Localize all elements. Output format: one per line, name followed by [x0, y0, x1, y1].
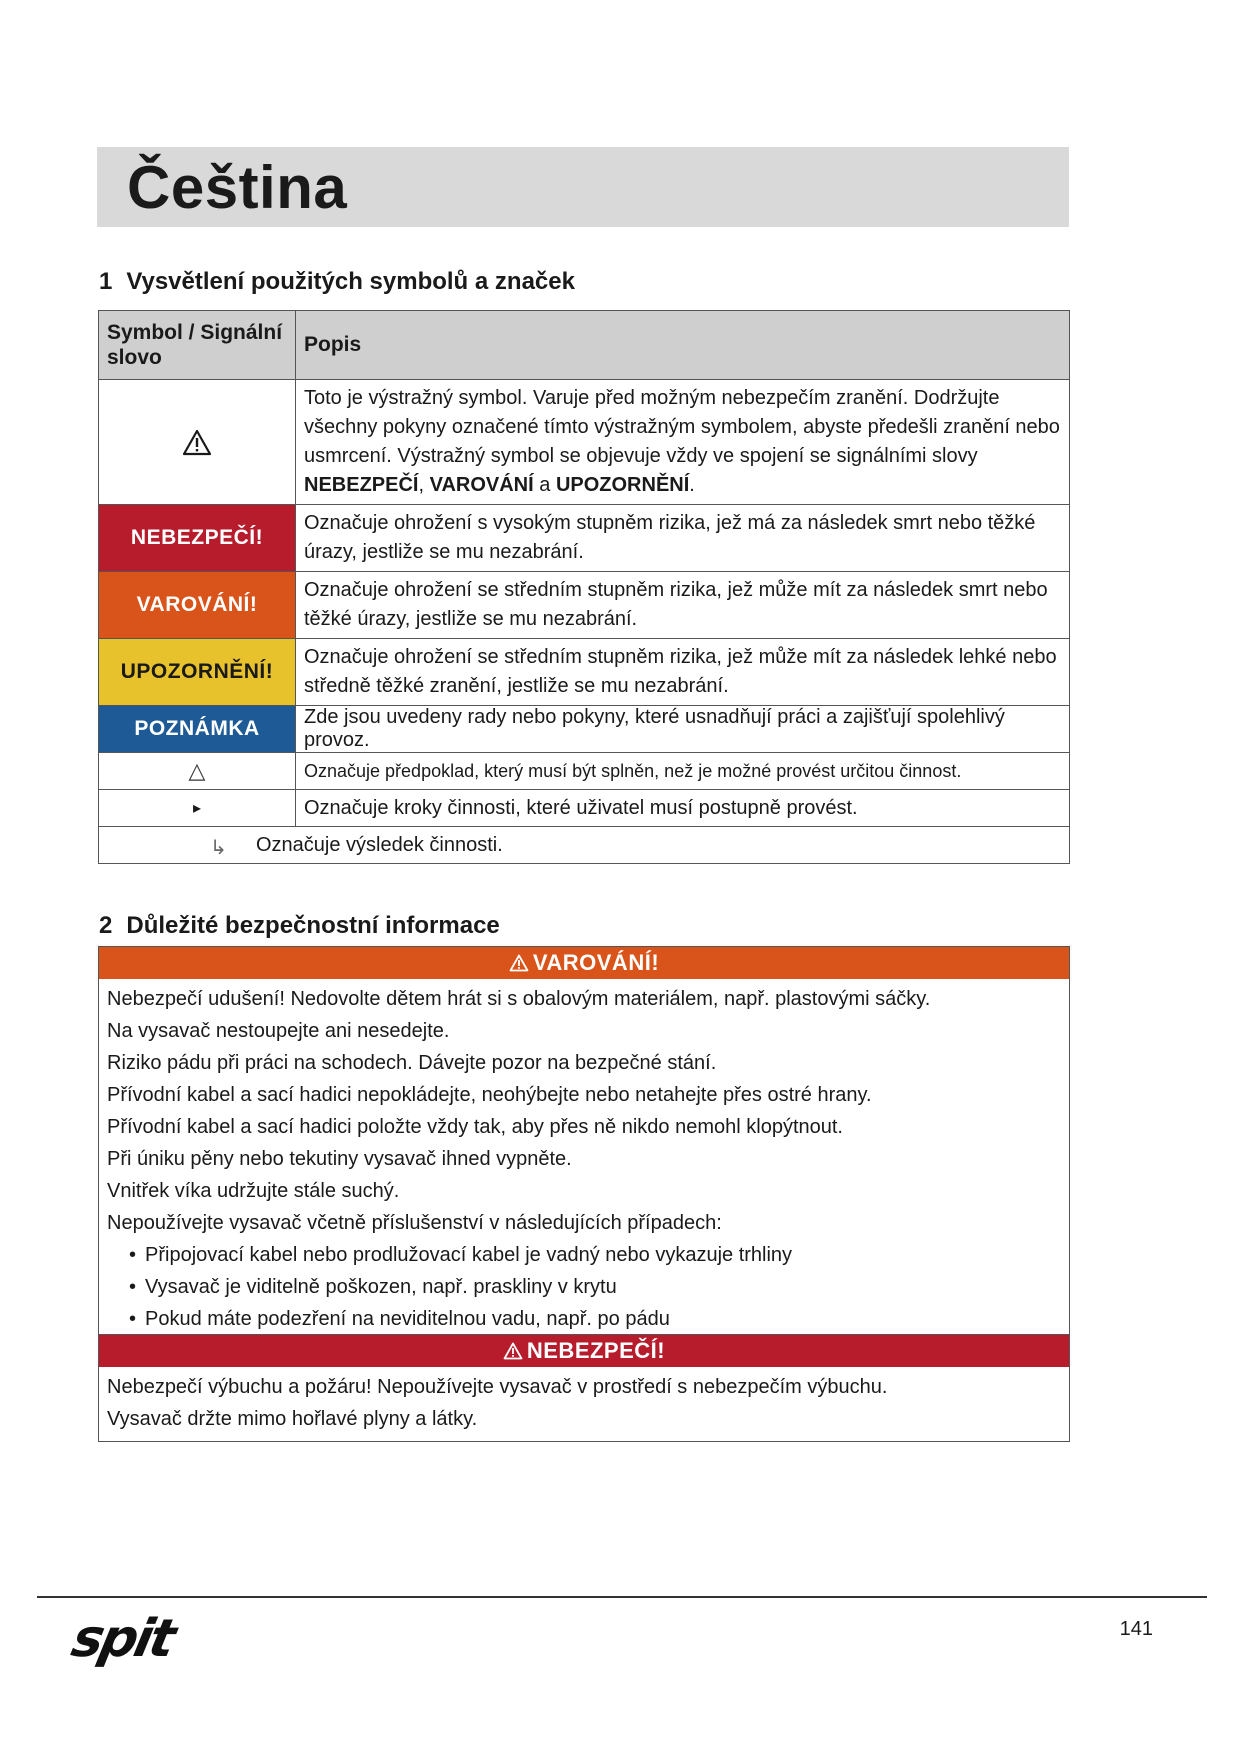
section-title: Vysvětlení použitých symbolů a značek	[126, 268, 575, 295]
period: .	[689, 474, 695, 496]
header-symbol: Symbol / Signální slovo	[99, 311, 296, 380]
footer-divider	[37, 1596, 1207, 1598]
list-item: • Připojovací kabel nebo prodlužovací kabel je vadný nebo vykazuje trhliny	[145, 1239, 1061, 1271]
warning-line: Přívodní kabel a sací hadici nepokládejte, neohýbejte nebo netahejte přes ostré hrany.	[107, 1084, 872, 1106]
warning-line: Přívodní kabel a sací hadici položte vždy tak, aby přes ně nikdo nemohl klopýtnout.	[107, 1116, 843, 1138]
header-description: Popis	[296, 311, 1070, 380]
danger-label: NEBEZPEČÍ!	[526, 1338, 666, 1363]
outline-triangle-icon: △	[99, 753, 296, 790]
spit-logo	[66, 1606, 188, 1673]
table-row	[99, 639, 1070, 706]
warning-box-body	[99, 979, 1069, 1341]
table-row	[99, 706, 1070, 753]
description-cell: Označuje ohrožení se středním stupněm rizika, jež může mít za následek lehké nebo středně těžké zranění, jestliže se mu nezabrání.	[296, 639, 1070, 706]
description-cell: Označuje kroky činnosti, které uživatel musí postupně provést.	[296, 790, 1070, 827]
list-item: • Vysavač je viditelně poškozen, např. praskliny v krytu	[145, 1271, 1061, 1303]
result-arrow-icon: ↳	[210, 837, 227, 859]
symbols-table	[98, 310, 1070, 864]
section-number: 2	[99, 912, 113, 939]
table-row	[99, 827, 1070, 864]
table-row	[99, 505, 1070, 572]
bold-signal-word: VAROVÁNÍ	[429, 474, 534, 496]
danger-line: Nebezpečí výbuchu a požáru! Nepoužívejte vysavač v prostředí s nebezpečím výbuchu.	[107, 1376, 888, 1398]
section-1-heading	[99, 268, 575, 296]
signal-word-danger: NEBEZPEČÍ!	[99, 505, 296, 572]
table-header-row	[99, 311, 1070, 380]
signal-word-warning: VAROVÁNÍ!	[99, 572, 296, 639]
language-title-bar	[97, 147, 1069, 227]
warning-line: Riziko pádu při práci na schodech. Dávejte pozor na bezpečné stání.	[107, 1052, 717, 1074]
warning-triangle-exclamation-icon	[182, 429, 212, 456]
table-row	[99, 753, 1070, 790]
danger-line: Vysavač držte mimo hořlavé plyny a látky.	[107, 1408, 478, 1430]
warning-triangle-icon	[503, 1342, 523, 1360]
warning-bullet-list	[107, 1239, 1061, 1335]
description-cell: Označuje výsledek činnosti.	[256, 834, 503, 856]
danger-box	[98, 1334, 1070, 1442]
section-title: Důležité bezpečnostní informace	[126, 912, 500, 939]
section-2-heading	[99, 912, 500, 940]
description-cell: Označuje ohrožení se středním stupněm rizika, jež může mít za následek smrt nebo těžké úrazy, jestliže se mu nezabrání.	[296, 572, 1070, 639]
danger-box-body	[99, 1367, 1069, 1441]
warning-box	[98, 946, 1070, 1342]
result-row-cell	[99, 827, 1070, 864]
description-cell: Označuje předpoklad, který musí být splněn, než je možné provést určitou činnost.	[296, 753, 1070, 790]
warning-box-header	[99, 947, 1069, 979]
svg-text:spit: spit	[66, 1608, 179, 1669]
spit-logo-icon	[66, 1606, 188, 1669]
table-row	[99, 380, 1070, 505]
separator: ,	[418, 474, 430, 496]
warning-line: Nepoužívejte vysavač včetně příslušenství v následujících případech:	[107, 1212, 722, 1234]
warning-line: Při úniku pěny nebo tekutiny vysavač ihned vypněte.	[107, 1148, 572, 1170]
desc-text: Toto je výstražný symbol. Varuje před možným nebezpečím zranění. Dodržujte všechny pokyny označené tímto výstražným symbolem, abyste předešli zranění nebo usmrcení. Výstražný symbol se objevuje vždy ve spojení se signálními slovy	[304, 387, 1060, 467]
page-title: Čeština	[127, 153, 348, 221]
page-number: 141	[1119, 1618, 1153, 1640]
list-item: • Pokud máte podezření na neviditelnou vadu, např. po pádu	[145, 1303, 1061, 1335]
description-cell	[296, 380, 1070, 505]
arrow-right-icon: ▸	[99, 790, 296, 827]
separator: a	[533, 474, 556, 496]
warning-triangle-icon	[509, 954, 529, 972]
table-row	[99, 572, 1070, 639]
description-cell: Označuje ohrožení s vysokým stupněm rizika, jež má za následek smrt nebo těžké úrazy, jestliže se mu nezabrání.	[296, 505, 1070, 572]
signal-word-note: POZNÁMKA	[99, 706, 296, 753]
table-row	[99, 790, 1070, 827]
section-number: 1	[99, 268, 113, 295]
warning-line: Na vysavač nestoupejte ani nesedejte.	[107, 1020, 450, 1042]
warning-line: Nebezpečí udušení! Nedovolte dětem hrát si s obalovým materiálem, např. plastovými sáčky.	[107, 988, 931, 1010]
bold-signal-word: NEBEZPEČÍ	[304, 474, 419, 496]
symbol-cell	[99, 380, 296, 505]
danger-box-header	[99, 1335, 1069, 1367]
signal-word-caution: UPOZORNĚNÍ!	[99, 639, 296, 706]
warning-line: Vnitřek víka udržujte stále suchý.	[107, 1180, 400, 1202]
bold-signal-word: UPOZORNĚNÍ	[555, 474, 690, 496]
warning-label: VAROVÁNÍ!	[532, 950, 660, 975]
description-cell: Zde jsou uvedeny rady nebo pokyny, které usnadňují práci a zajišťují spolehlivý provoz.	[296, 706, 1070, 753]
